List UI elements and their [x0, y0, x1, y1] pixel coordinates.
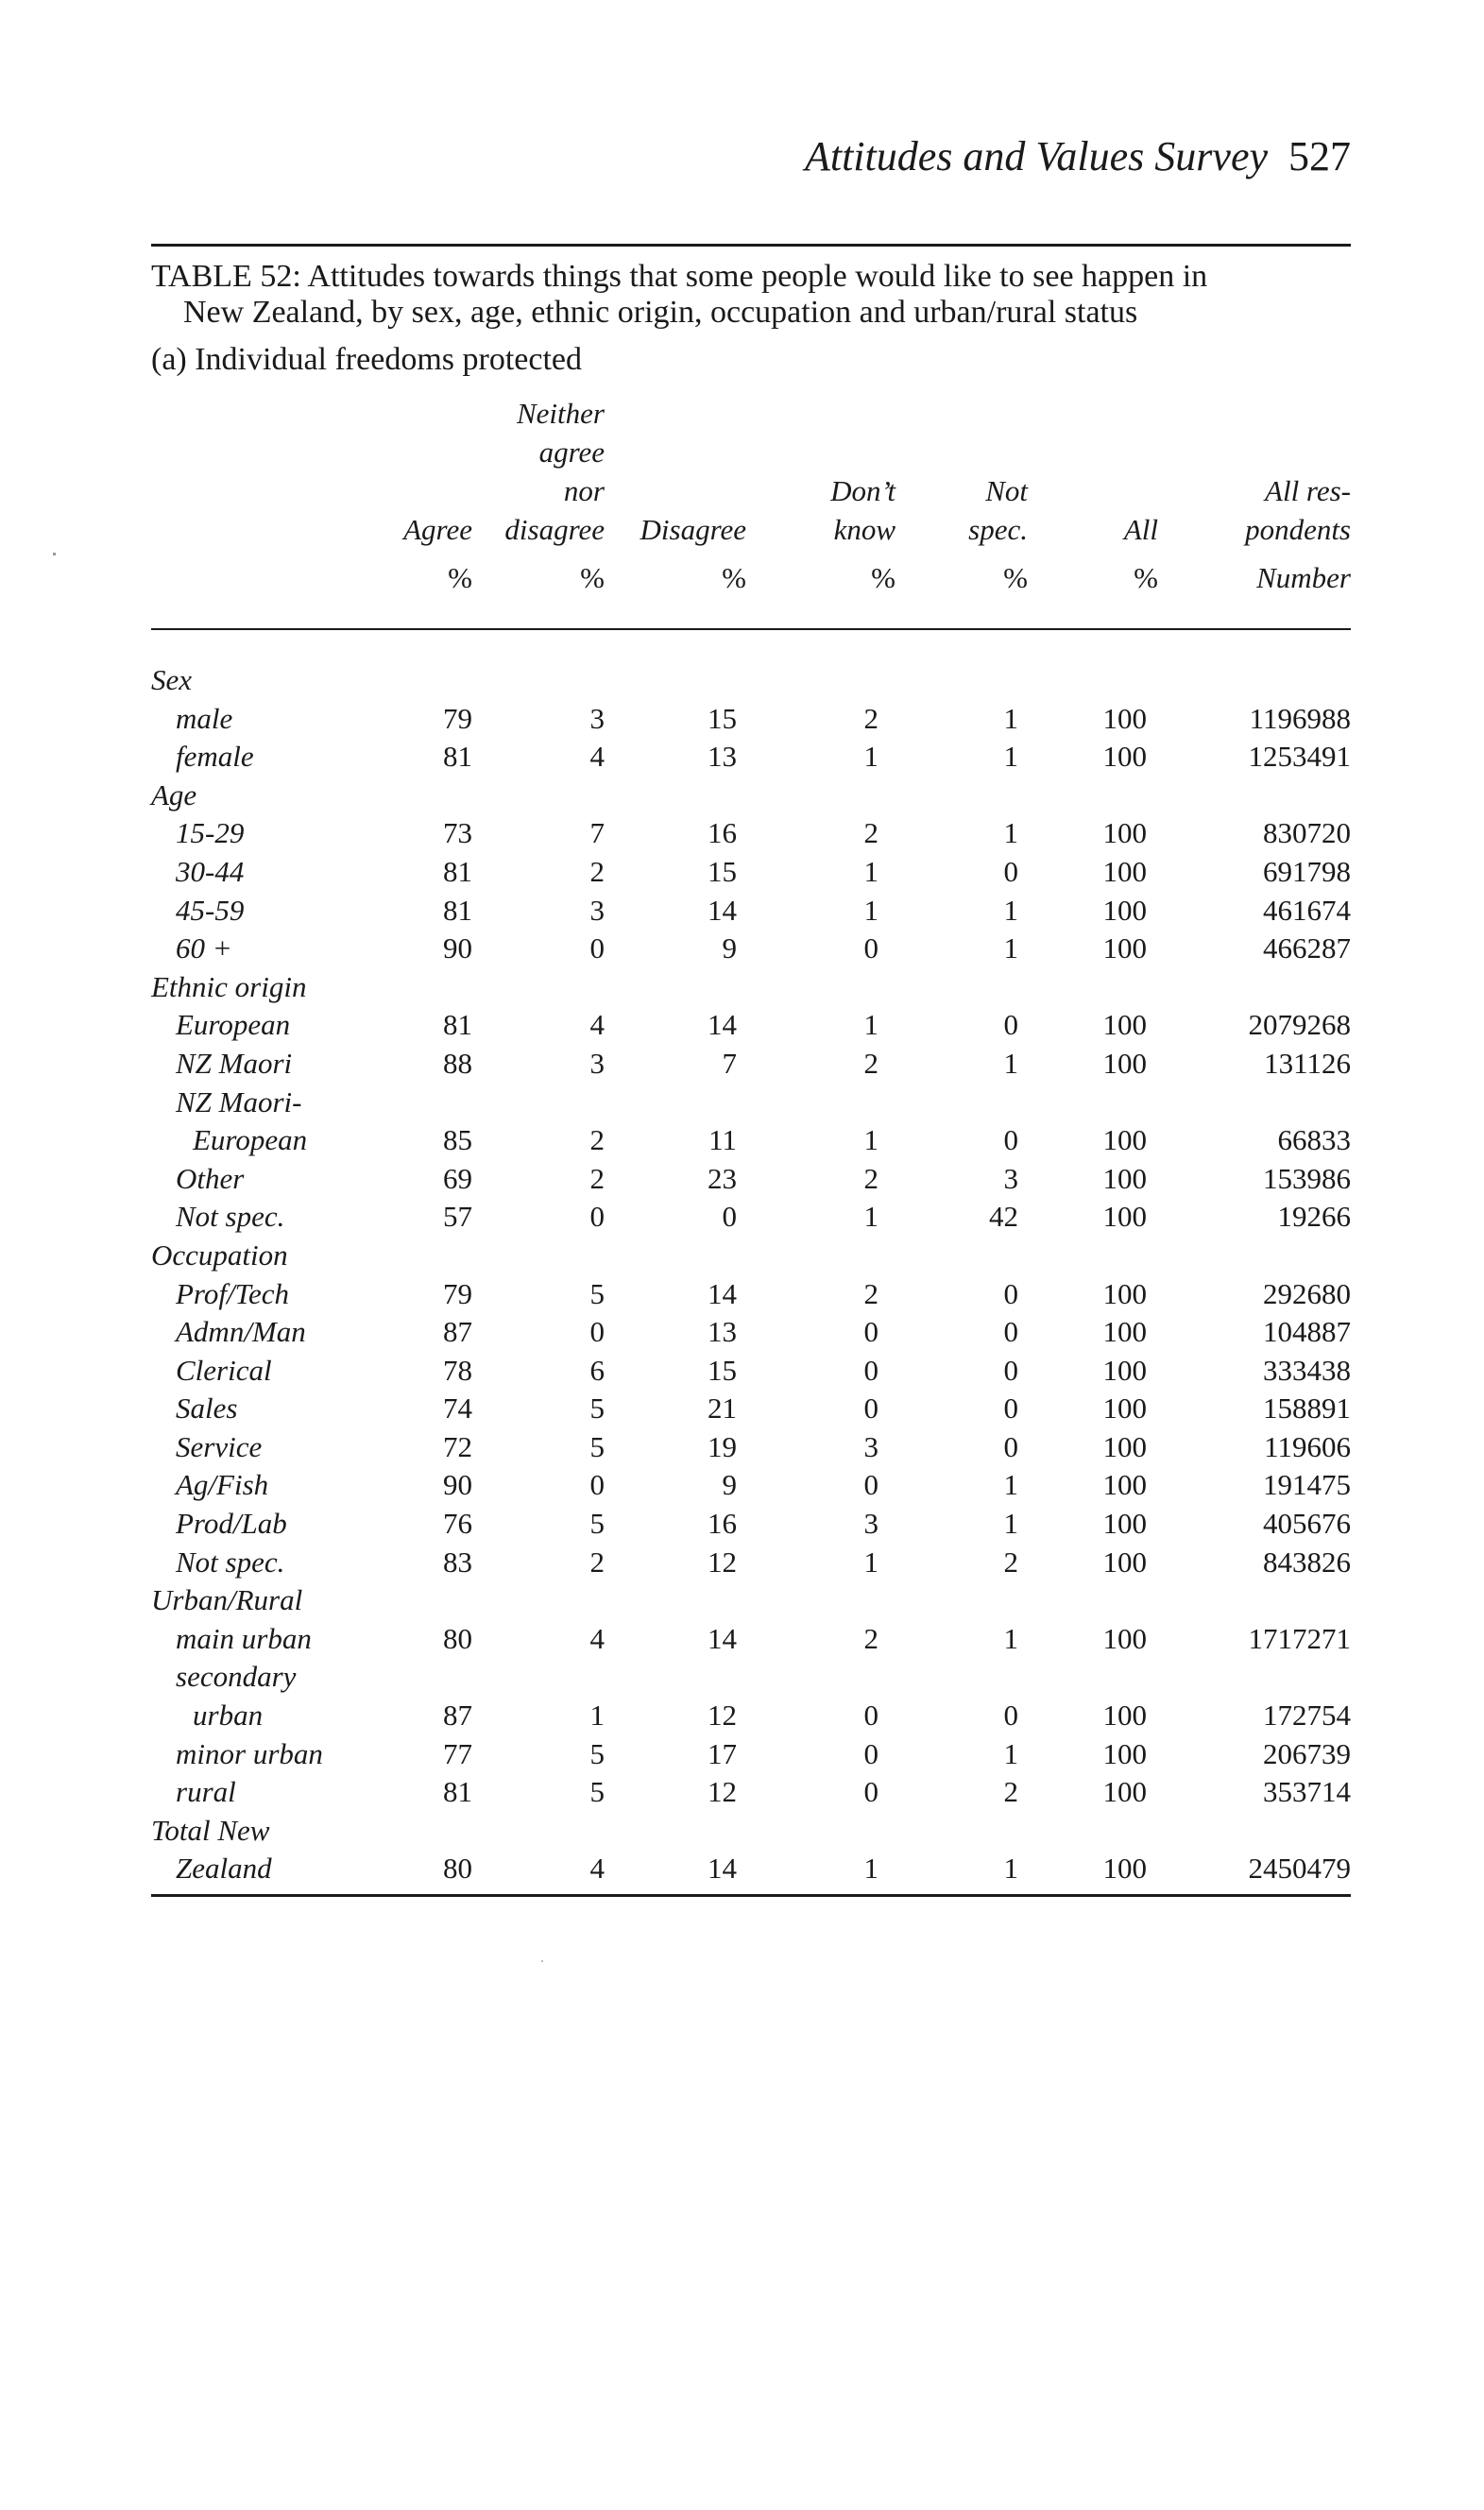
table-row: [151, 1085, 1351, 1124]
cell-dont-know: 0: [863, 1315, 878, 1349]
cell-disagree: 14: [708, 1852, 737, 1886]
cell-agree: 87: [443, 1699, 472, 1733]
header-not-spec-line: spec.: [968, 513, 1028, 546]
cell-respondents: 843826: [1263, 1545, 1351, 1579]
unit-respondents: Number: [1256, 561, 1351, 594]
cell-not-spec: 1: [1003, 1507, 1018, 1541]
cell-disagree: 12: [708, 1545, 737, 1579]
cell-respondents: 19266: [1277, 1200, 1351, 1234]
cell-dont-know: 2: [863, 816, 878, 850]
table-row: [151, 1622, 1351, 1661]
table-group-row: [151, 1814, 1351, 1853]
cell-disagree: 13: [708, 740, 737, 774]
cell-neither: 4: [589, 1852, 605, 1886]
cell-respondents: 461674: [1263, 893, 1351, 927]
cell-agree: 78: [443, 1353, 472, 1387]
cell-all: 100: [1102, 1200, 1147, 1234]
cell-agree: 81: [443, 1008, 472, 1042]
cell-disagree: 12: [708, 1775, 737, 1809]
cell-neither: 3: [589, 701, 605, 735]
cell-not-spec: 1: [1003, 701, 1018, 735]
row-label: Ag/Fish: [176, 1468, 269, 1502]
header-respondents-line: pondents: [1245, 513, 1351, 546]
row-label: Prod/Lab: [176, 1507, 287, 1541]
header-not-spec: [968, 471, 1028, 549]
cell-neither: 5: [589, 1507, 605, 1541]
row-label: Service: [176, 1429, 263, 1463]
table-row: [151, 1507, 1351, 1545]
table-bottom-rule: [151, 1894, 1351, 1897]
table-group-row: [151, 1583, 1351, 1622]
cell-agree: 73: [443, 816, 472, 850]
header-respondents: [1245, 471, 1351, 549]
row-label: urban: [193, 1699, 264, 1733]
cell-dont-know: 0: [863, 931, 878, 965]
table-caption: [151, 259, 1351, 331]
cell-respondents: 830720: [1263, 816, 1351, 850]
row-label: Urban/Rural: [151, 1583, 303, 1617]
table-group-row: [151, 778, 1351, 817]
table-row: [151, 1852, 1351, 1890]
cell-all: 100: [1102, 1545, 1147, 1579]
table-row: [151, 1430, 1351, 1469]
cell-not-spec: 0: [1003, 1123, 1018, 1157]
row-label: 30-44: [176, 854, 245, 888]
row-label: Occupation: [151, 1238, 288, 1272]
cell-dont-know: 0: [863, 1392, 878, 1426]
row-label: Total New: [151, 1813, 270, 1847]
header-neither-line: nor: [563, 474, 605, 507]
cell-agree: 81: [443, 893, 472, 927]
table-row: [151, 1737, 1351, 1776]
cell-disagree: 14: [708, 1621, 737, 1655]
table-row: [151, 1200, 1351, 1238]
cell-all: 100: [1102, 1852, 1147, 1886]
unit-not-spec: %: [1003, 561, 1028, 594]
row-label: Sex: [151, 663, 193, 696]
cell-not-spec: 0: [1003, 1315, 1018, 1349]
cell-agree: 74: [443, 1392, 472, 1426]
table-row: [151, 1392, 1351, 1430]
cell-all: 100: [1102, 1046, 1147, 1080]
header-dont-know: [830, 471, 896, 549]
cell-dont-know: 2: [863, 1276, 878, 1310]
row-label: NZ Maori-: [176, 1084, 302, 1118]
header-agree: [403, 510, 472, 549]
cell-respondents: 1253491: [1248, 740, 1351, 774]
table-row: [151, 1277, 1351, 1316]
header-all: [1124, 510, 1158, 549]
cell-disagree: 9: [722, 931, 737, 965]
cell-all: 100: [1102, 740, 1147, 774]
cell-all: 100: [1102, 1392, 1147, 1426]
cell-not-spec: 1: [1003, 1736, 1018, 1770]
cell-not-spec: 1: [1003, 1468, 1018, 1502]
cell-agree: 79: [443, 1276, 472, 1310]
table-row: [151, 1468, 1351, 1507]
header-neither-line: agree: [538, 435, 605, 469]
cell-not-spec: 1: [1003, 893, 1018, 927]
cell-respondents: 2079268: [1248, 1008, 1351, 1042]
cell-neither: 4: [589, 1621, 605, 1655]
table-row: [151, 1047, 1351, 1085]
cell-not-spec: 1: [1003, 816, 1018, 850]
cell-disagree: 23: [708, 1161, 737, 1195]
cell-respondents: 131126: [1264, 1046, 1351, 1080]
row-label: Sales: [176, 1392, 238, 1426]
cell-dont-know: 0: [863, 1353, 878, 1387]
cell-agree: 72: [443, 1429, 472, 1463]
unit-agree: %: [448, 561, 472, 594]
cell-all: 100: [1102, 1161, 1147, 1195]
cell-agree: 80: [443, 1852, 472, 1886]
row-label: European: [193, 1123, 308, 1157]
cell-agree: 81: [443, 740, 472, 774]
row-label: 60 +: [176, 931, 232, 965]
cell-respondents: 119606: [1264, 1429, 1351, 1463]
cell-neither: 4: [589, 740, 605, 774]
row-label: Zealand: [176, 1852, 272, 1886]
table-row: [151, 1008, 1351, 1047]
cell-respondents: 104887: [1263, 1315, 1351, 1349]
page-number: 527: [1288, 133, 1351, 179]
cell-disagree: 16: [708, 1507, 737, 1541]
cell-all: 100: [1102, 1353, 1147, 1387]
cell-agree: 77: [443, 1736, 472, 1770]
header-neither-line: disagree: [504, 513, 605, 546]
row-label: 15-29: [176, 816, 245, 850]
cell-neither: 0: [589, 1200, 605, 1234]
cell-not-spec: 0: [1003, 854, 1018, 888]
cell-neither: 6: [589, 1353, 605, 1387]
cell-all: 100: [1102, 1507, 1147, 1541]
row-label: Not spec.: [176, 1200, 285, 1234]
cell-neither: 0: [589, 931, 605, 965]
cell-dont-know: 1: [863, 1123, 878, 1157]
cell-disagree: 15: [708, 701, 737, 735]
cell-not-spec: 0: [1003, 1392, 1018, 1426]
row-label: Other: [176, 1161, 245, 1195]
row-label: 45-59: [176, 893, 245, 927]
margin-mark: [53, 553, 56, 555]
cell-disagree: 7: [722, 1046, 737, 1080]
cell-not-spec: 0: [1003, 1699, 1018, 1733]
cell-respondents: 1717271: [1248, 1621, 1351, 1655]
cell-all: 100: [1102, 1775, 1147, 1809]
cell-disagree: 15: [708, 854, 737, 888]
cell-all: 100: [1102, 1621, 1147, 1655]
cell-neither: 5: [589, 1276, 605, 1310]
cell-not-spec: 0: [1003, 1008, 1018, 1042]
cell-all: 100: [1102, 1315, 1147, 1349]
cell-respondents: 292680: [1263, 1276, 1351, 1310]
header-dont-know-line: know: [833, 513, 896, 546]
cell-dont-know: 2: [863, 1621, 878, 1655]
cell-dont-know: 1: [863, 1200, 878, 1234]
cell-neither: 0: [589, 1315, 605, 1349]
row-label: Not spec.: [176, 1545, 285, 1579]
cell-not-spec: 0: [1003, 1276, 1018, 1310]
cell-neither: 5: [589, 1775, 605, 1809]
caption-line-1: TABLE 52: Attitudes towards things that some people would like to see happen in: [151, 259, 1208, 294]
cell-dont-know: 0: [863, 1468, 878, 1502]
row-label: female: [176, 740, 254, 774]
cell-neither: 2: [589, 1161, 605, 1195]
cell-respondents: 333438: [1263, 1353, 1351, 1387]
cell-dont-know: 0: [863, 1775, 878, 1809]
header-disagree-line: Disagree: [640, 513, 746, 546]
cell-dont-know: 1: [863, 1852, 878, 1886]
cell-respondents: 158891: [1263, 1392, 1351, 1426]
header-neither-line: Neither: [517, 397, 605, 430]
cell-agree: 81: [443, 1775, 472, 1809]
cell-disagree: 9: [722, 1468, 737, 1502]
running-head: [151, 132, 1351, 180]
cell-agree: 57: [443, 1200, 472, 1234]
header-all-line: All: [1123, 513, 1158, 546]
cell-disagree: 12: [708, 1699, 737, 1733]
cell-disagree: 11: [708, 1123, 737, 1157]
cell-disagree: 14: [708, 1276, 737, 1310]
cell-all: 100: [1102, 701, 1147, 735]
cell-respondents: 1196988: [1249, 701, 1351, 735]
cell-agree: 85: [443, 1123, 472, 1157]
cell-all: 100: [1102, 1699, 1147, 1733]
cell-dont-know: 2: [863, 1161, 878, 1195]
cell-not-spec: 0: [1003, 1353, 1018, 1387]
table-row: [151, 702, 1351, 741]
unit-neither: %: [580, 561, 605, 594]
cell-all: 100: [1102, 1276, 1147, 1310]
cell-not-spec: 1: [1003, 931, 1018, 965]
cell-dont-know: 3: [863, 1429, 878, 1463]
header-neither: [504, 394, 605, 549]
cell-not-spec: 1: [1003, 1621, 1018, 1655]
caption-line-2: New Zealand, by sex, age, ethnic origin, occupation and urban/rural status: [183, 295, 1138, 330]
cell-respondents: 153986: [1263, 1161, 1351, 1195]
cell-dont-know: 2: [863, 701, 878, 735]
cell-respondents: 66833: [1277, 1123, 1351, 1157]
cell-agree: 88: [443, 1046, 472, 1080]
table-row: [151, 1699, 1351, 1737]
cell-dont-know: 1: [863, 1008, 878, 1042]
cell-agree: 90: [443, 931, 472, 965]
table-row: [151, 816, 1351, 855]
cell-all: 100: [1102, 1008, 1147, 1042]
cell-neither: 5: [589, 1392, 605, 1426]
cell-neither: 3: [589, 893, 605, 927]
cell-all: 100: [1102, 1736, 1147, 1770]
row-label: main urban: [176, 1621, 312, 1655]
cell-respondents: 2450479: [1248, 1852, 1351, 1886]
cell-respondents: 466287: [1263, 931, 1351, 965]
header-respondents-line: All res-: [1265, 474, 1351, 507]
cell-respondents: 206739: [1263, 1736, 1351, 1770]
cell-neither: 5: [589, 1429, 605, 1463]
cell-dont-know: 0: [863, 1736, 878, 1770]
table-row: [151, 1162, 1351, 1201]
header-agree-line: Agree: [403, 513, 472, 546]
table-row: [151, 855, 1351, 894]
row-label: NZ Maori: [176, 1046, 293, 1080]
cell-neither: 2: [589, 1123, 605, 1157]
table-row: [151, 931, 1351, 970]
cell-respondents: 353714: [1263, 1775, 1351, 1809]
header-rule: [151, 628, 1351, 630]
cell-dont-know: 0: [863, 1699, 878, 1733]
row-label: Admn/Man: [176, 1315, 306, 1349]
cell-all: 100: [1102, 1429, 1147, 1463]
table-row: [151, 1545, 1351, 1584]
cell-respondents: 405676: [1263, 1507, 1351, 1541]
cell-neither: 2: [589, 854, 605, 888]
table-row: [151, 1660, 1351, 1699]
cell-dont-know: 1: [863, 740, 878, 774]
cell-dont-know: 1: [863, 854, 878, 888]
row-label: male: [176, 701, 233, 735]
cell-agree: 79: [443, 701, 472, 735]
cell-disagree: 13: [708, 1315, 737, 1349]
cell-agree: 87: [443, 1315, 472, 1349]
cell-disagree: 17: [708, 1736, 737, 1770]
cell-disagree: 19: [708, 1429, 737, 1463]
row-label: Clerical: [176, 1353, 272, 1387]
unit-all: %: [1134, 561, 1158, 594]
cell-not-spec: 0: [1003, 1429, 1018, 1463]
header-disagree: [640, 510, 747, 549]
table-row: [151, 1123, 1351, 1162]
cell-neither: 0: [589, 1468, 605, 1502]
cell-all: 100: [1102, 1468, 1147, 1502]
cell-not-spec: 1: [1003, 740, 1018, 774]
cell-respondents: 191475: [1263, 1468, 1351, 1502]
cell-all: 100: [1102, 854, 1147, 888]
row-label: minor urban: [176, 1736, 323, 1770]
cell-all: 100: [1102, 893, 1147, 927]
table-top-rule: [151, 244, 1351, 247]
cell-not-spec: 1: [1003, 1852, 1018, 1886]
row-label: rural: [176, 1775, 236, 1809]
unit-disagree: %: [722, 561, 746, 594]
row-label: Ethnic origin: [151, 969, 307, 1003]
cell-neither: 4: [589, 1008, 605, 1042]
cell-dont-know: 3: [863, 1507, 878, 1541]
cell-neither: 1: [589, 1699, 605, 1733]
table-group-row: [151, 970, 1351, 1009]
cell-not-spec: 3: [1003, 1161, 1018, 1195]
cell-disagree: 16: [708, 816, 737, 850]
header-dont-know-line: Don’t: [830, 474, 896, 507]
cell-neither: 2: [589, 1545, 605, 1579]
row-label: Prof/Tech: [176, 1276, 289, 1310]
table-row: [151, 1315, 1351, 1354]
cell-disagree: 15: [708, 1353, 737, 1387]
cell-agree: 69: [443, 1161, 472, 1195]
cell-not-spec: 2: [1003, 1545, 1018, 1579]
table-body: [151, 663, 1351, 1890]
cell-respondents: 172754: [1263, 1699, 1351, 1733]
cell-agree: 83: [443, 1545, 472, 1579]
cell-respondents: 691798: [1263, 854, 1351, 888]
cell-disagree: 14: [708, 893, 737, 927]
cell-disagree: 0: [722, 1200, 737, 1234]
header-not-spec-line: Not: [985, 474, 1028, 507]
table-group-row: [151, 1238, 1351, 1277]
cell-all: 100: [1102, 1123, 1147, 1157]
cell-all: 100: [1102, 816, 1147, 850]
row-label: Age: [151, 777, 197, 811]
cell-agree: 76: [443, 1507, 472, 1541]
cell-agree: 80: [443, 1621, 472, 1655]
cell-all: 100: [1102, 931, 1147, 965]
cell-disagree: 21: [708, 1392, 737, 1426]
table-subheading: (a) Individual freedoms protected: [151, 342, 582, 377]
cell-not-spec: 42: [989, 1200, 1018, 1234]
row-label: secondary: [176, 1660, 297, 1694]
cell-not-spec: 2: [1003, 1775, 1018, 1809]
scan-speck: [541, 1960, 543, 1962]
table-row: [151, 894, 1351, 932]
row-label: European: [176, 1008, 291, 1042]
table-row: [151, 740, 1351, 778]
table-row: [151, 1775, 1351, 1814]
cell-dont-know: 1: [863, 893, 878, 927]
cell-dont-know: 2: [863, 1046, 878, 1080]
cell-neither: 3: [589, 1046, 605, 1080]
cell-agree: 90: [443, 1468, 472, 1502]
cell-not-spec: 1: [1003, 1046, 1018, 1080]
unit-dont-know: %: [871, 561, 896, 594]
cell-neither: 7: [589, 816, 605, 850]
table-row: [151, 1354, 1351, 1392]
cell-neither: 5: [589, 1736, 605, 1770]
running-head-title: Attitudes and Values Survey: [804, 133, 1268, 179]
cell-disagree: 14: [708, 1008, 737, 1042]
cell-dont-know: 1: [863, 1545, 878, 1579]
cell-agree: 81: [443, 854, 472, 888]
table-group-row: [151, 663, 1351, 702]
